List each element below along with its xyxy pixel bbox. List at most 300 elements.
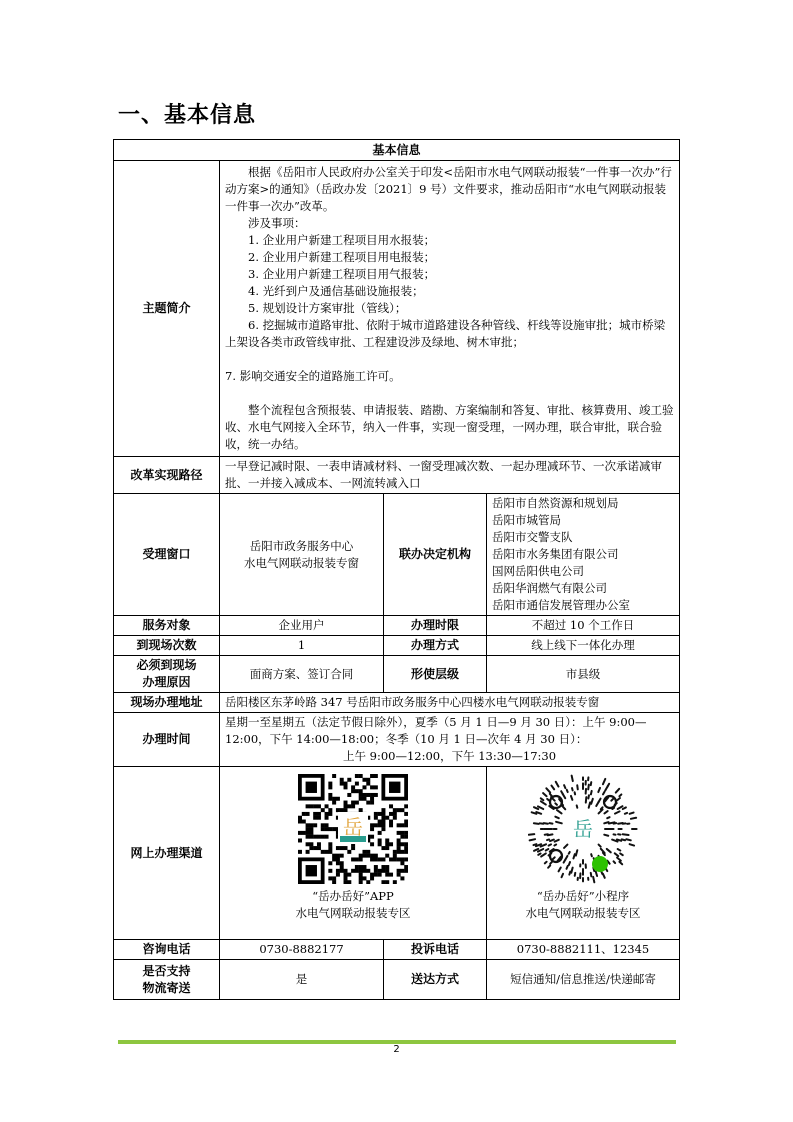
- qr-module: [404, 869, 408, 873]
- mini-logo-glyph: 岳: [573, 817, 593, 841]
- qr-module: [374, 812, 378, 816]
- qr-module: [306, 842, 310, 846]
- mini-code-ray: [615, 811, 620, 813]
- mini-code-ray: [545, 862, 547, 864]
- qr-module: [362, 785, 366, 789]
- qr-module: [404, 804, 408, 808]
- mini-code-ray: [548, 865, 550, 867]
- qr-module: [309, 827, 313, 831]
- mini-code-ray: [547, 799, 549, 800]
- qr-module: [362, 865, 366, 869]
- mini-code-ray: [549, 844, 551, 845]
- mini-code-ray: [591, 854, 592, 856]
- qr-module: [328, 846, 332, 850]
- mini-code-ray: [599, 845, 601, 847]
- qr-module: [351, 789, 355, 793]
- qr-module: [381, 880, 385, 884]
- mini-code-ray: [557, 810, 562, 813]
- qr-finder-inner: [306, 865, 317, 876]
- mini-code-ray: [546, 849, 549, 851]
- qr-module: [374, 857, 378, 861]
- qr-module: [306, 850, 310, 854]
- mini-code-ray: [591, 791, 592, 794]
- qr-module: [351, 846, 355, 850]
- qr-module: [374, 854, 378, 858]
- mini-code-eye: [604, 796, 616, 808]
- qr-module: [325, 816, 329, 820]
- mini-code-ray: [530, 839, 535, 840]
- qr-module: [309, 823, 313, 827]
- qr-module: [393, 812, 397, 816]
- hours-line1: 星期一至星期五（法定节假日除外），夏季（5 月 1 日—9 月 30 日）：上午 9:00—12:00，下午 14:00—18:00；冬季（10 月 1 日—次年 4 月 30 日）：: [225, 715, 647, 746]
- qr-module: [317, 835, 321, 839]
- qr-module: [370, 873, 374, 877]
- qr-module: [359, 797, 363, 801]
- qr-module: [328, 842, 332, 846]
- qr-module: [359, 793, 363, 797]
- qr-module: [321, 808, 325, 812]
- mini-code-ray: [571, 796, 572, 800]
- qr-module: [344, 801, 348, 805]
- mini-code-ray: [543, 793, 546, 796]
- qr-module: [332, 797, 336, 801]
- app-line1: “岳办岳好”APP: [312, 889, 394, 903]
- qr-module: [313, 823, 317, 827]
- qr-module: [366, 801, 370, 805]
- logistics-label-line2: 物流寄送: [142, 980, 191, 995]
- mini-code-ray: [551, 786, 554, 790]
- qr-module: [366, 854, 370, 858]
- qr-module: [385, 846, 389, 850]
- qr-module: [306, 804, 310, 808]
- qr-module: [313, 812, 317, 816]
- qr-module: [374, 865, 378, 869]
- mini-code-ray: [556, 782, 559, 787]
- qr-module: [381, 808, 385, 812]
- qr-module: [366, 850, 370, 854]
- qr-module: [328, 812, 332, 816]
- qr-module: [400, 869, 404, 873]
- qr-module: [370, 857, 374, 861]
- mini-code-ray: [617, 839, 621, 840]
- qr-module: [400, 831, 404, 835]
- qr-module: [309, 842, 313, 846]
- qr-module: [385, 842, 389, 846]
- qr-module: [404, 835, 408, 839]
- mini-code-ray: [617, 798, 620, 800]
- mini-code-ray: [555, 817, 558, 819]
- qr-module: [328, 876, 332, 880]
- qr-module: [397, 842, 401, 846]
- app-qr-code[interactable]: [298, 774, 408, 884]
- qr-module: [400, 823, 404, 827]
- qr-module: [306, 827, 310, 831]
- mini-code-ray: [619, 794, 621, 796]
- theme-para: 3. 企业用户新建工程项目用气报装；: [248, 267, 436, 281]
- mini-code-ray: [623, 834, 629, 835]
- mini-code-eye: [550, 796, 562, 808]
- qr-module: [344, 873, 348, 877]
- theme-item7: 7. 影响交通安全的道路施工许可。: [225, 369, 401, 383]
- qr-module: [347, 880, 351, 884]
- mini-code-ray: [569, 862, 570, 865]
- qr-module: [389, 873, 393, 877]
- qr-module: [389, 820, 393, 824]
- mini-code-ray: [556, 822, 562, 824]
- org-item: 岳阳市水务集团有限公司: [492, 547, 619, 561]
- qr-module: [389, 842, 393, 846]
- qr-module: [381, 865, 385, 869]
- qr-module: [328, 785, 332, 789]
- qr-module: [381, 869, 385, 873]
- qr-module: [317, 846, 321, 850]
- qr-module: [397, 869, 401, 873]
- mini-code-ray: [564, 860, 566, 863]
- hours-value: [220, 713, 680, 767]
- mini-code-ray: [534, 807, 538, 809]
- theme-para: 涉及事项：: [248, 216, 306, 230]
- mini-code-ray: [538, 854, 540, 855]
- mini-code-ray: [599, 799, 601, 803]
- theme-para: 1. 企业用户新建工程项目用水报装；: [248, 233, 436, 247]
- qr-module: [362, 869, 366, 873]
- delivery-label: 送达方式: [384, 960, 487, 1000]
- qr-module: [370, 876, 374, 880]
- qr-module: [374, 793, 378, 797]
- qr-module: [344, 782, 348, 786]
- mini-code-ray: [591, 782, 592, 785]
- qr-module: [306, 831, 310, 835]
- qr-module: [328, 827, 332, 831]
- window-label: 受理窗口: [114, 494, 220, 616]
- mini-code-ray: [608, 784, 610, 787]
- qr-module: [359, 774, 363, 778]
- consult-value: 0730-8882177: [220, 940, 384, 960]
- qr-module: [328, 782, 332, 786]
- qr-module: [332, 880, 336, 884]
- qr-module: [317, 804, 321, 808]
- qr-module: [325, 850, 329, 854]
- org-label: 联办决定机构: [384, 494, 487, 616]
- qr-module: [332, 854, 336, 858]
- qr-module: [359, 865, 363, 869]
- qr-module: [389, 857, 393, 861]
- qr-module: [325, 835, 329, 839]
- qr-module: [370, 801, 374, 805]
- qr-module: [321, 823, 325, 827]
- qr-module: [359, 876, 363, 880]
- qr-module: [374, 869, 378, 873]
- online-label: 网上办理渠道: [114, 767, 220, 940]
- qr-module: [355, 869, 359, 873]
- basic-info-table: [113, 139, 680, 1000]
- mini-code-ray: [573, 854, 574, 858]
- qr-module: [309, 846, 313, 850]
- mini-code-ray: [561, 791, 563, 794]
- qr-module: [306, 823, 310, 827]
- page-number: 2: [393, 1044, 400, 1055]
- theme-label: 主题简介: [114, 161, 220, 457]
- qr-module: [397, 857, 401, 861]
- mini-code-ray: [618, 806, 623, 809]
- qr-module: [381, 823, 385, 827]
- org-item: 岳阳市通信发展管理办公室: [492, 598, 630, 612]
- time-limit-value: 不超过 10 个工作日: [487, 616, 680, 636]
- qr-module: [393, 857, 397, 861]
- qr-module: [362, 850, 366, 854]
- qr-module: [381, 816, 385, 820]
- qr-module: [336, 861, 340, 865]
- qr-module: [347, 850, 351, 854]
- qr-module: [325, 812, 329, 816]
- qr-module: [340, 778, 344, 782]
- qr-module: [370, 835, 374, 839]
- mini-code-ray: [604, 835, 608, 836]
- qr-module: [344, 804, 348, 808]
- qr-module: [400, 857, 404, 861]
- qr-module: [404, 823, 408, 827]
- mini-code-ray: [623, 807, 626, 809]
- theme-para: 根据《岳阳市人民政府办公室关于印发<岳阳市水电气网联动报装“一件事一次办”行动方案>的通知》（岳政办发〔2021〕9 号）文件要求，推动岳阳市“水电气网联动报装一件事一次办”改革。: [225, 165, 672, 213]
- qr-module: [385, 865, 389, 869]
- qr-logo-glyph: 岳: [343, 815, 363, 839]
- qr-module: [370, 827, 374, 831]
- qr-module: [321, 835, 325, 839]
- mini-code-ray: [572, 788, 573, 790]
- mini-code-ray: [577, 805, 578, 807]
- qr-module: [404, 857, 408, 861]
- qr-module: [340, 869, 344, 873]
- qr-module: [366, 778, 370, 782]
- complain-label: 投诉电话: [384, 940, 487, 960]
- qr-module: [370, 797, 374, 801]
- mini-code-ray: [564, 845, 567, 848]
- qr-module: [400, 861, 404, 865]
- qr-module: [328, 793, 332, 797]
- logistics-label: [114, 960, 220, 1000]
- qr-module: [317, 842, 321, 846]
- mini-code-ray: [567, 866, 568, 869]
- qr-module: [359, 857, 363, 861]
- qr-module: [366, 782, 370, 786]
- mini-code-ray: [571, 868, 572, 873]
- qr-module: [400, 876, 404, 880]
- qr-module: [344, 846, 348, 850]
- qr-module: [393, 816, 397, 820]
- qr-module: [362, 793, 366, 797]
- mini-code-ray: [546, 788, 550, 792]
- reason-label-line2: 办理原因: [142, 675, 191, 689]
- mini-code-ray: [598, 788, 600, 792]
- qr-finder-inner: [389, 782, 400, 793]
- qr-module: [359, 854, 363, 858]
- app-line2: 水电气网联动报装专区: [295, 906, 411, 920]
- qr-module: [347, 804, 351, 808]
- mini-code-ray: [589, 802, 590, 807]
- qr-module: [355, 865, 359, 869]
- org-item: 岳阳市自然资源和规划局: [492, 496, 619, 510]
- qr-module: [378, 857, 382, 861]
- qr-module: [374, 816, 378, 820]
- mini-line2: 水电气网联动报装专区: [525, 906, 641, 920]
- qr-module: [385, 880, 389, 884]
- delivery-value: 短信通知/信息推送/快递邮寄: [487, 960, 680, 1000]
- mini-code-ray: [614, 861, 616, 863]
- mini-code-ray: [534, 823, 539, 824]
- qr-module: [400, 850, 404, 854]
- qr-module: [381, 846, 385, 850]
- mini-code-ray: [544, 823, 548, 824]
- mini-code-ray: [553, 857, 555, 859]
- qr-module: [370, 842, 374, 846]
- mini-code-ray: [617, 858, 621, 861]
- mini-code-ray: [541, 853, 546, 856]
- qr-module: [385, 873, 389, 877]
- qr-module: [328, 850, 332, 854]
- qr-module: [355, 774, 359, 778]
- qr-module: [378, 831, 382, 835]
- mini-code-ray: [533, 844, 536, 845]
- mini-code-ray: [534, 849, 538, 851]
- org-list: [487, 494, 680, 616]
- reason-value: 面商方案、签订合同: [220, 656, 384, 693]
- mode-value: 线上线下一体化办理: [487, 636, 680, 656]
- qr-module: [362, 854, 366, 858]
- qr-module: [404, 850, 408, 854]
- qr-module: [400, 808, 404, 812]
- qr-module: [344, 869, 348, 873]
- qr-module: [351, 869, 355, 873]
- qr-module: [393, 808, 397, 812]
- qr-module: [374, 785, 378, 789]
- mini-code-ray: [569, 852, 570, 854]
- qr-module: [325, 823, 329, 827]
- mini-code-ray: [572, 776, 573, 781]
- mini-code-ray: [555, 840, 559, 842]
- qr-module: [400, 842, 404, 846]
- qr-module: [309, 831, 313, 835]
- mini-code-ray: [630, 813, 634, 814]
- qr-module: [340, 782, 344, 786]
- visits-value: 1: [220, 636, 384, 656]
- mini-code-ray: [607, 817, 609, 818]
- qr-module: [366, 793, 370, 797]
- qr-module: [313, 835, 317, 839]
- qr-module: [359, 869, 363, 873]
- qr-module: [370, 793, 374, 797]
- mini-code-ray: [603, 779, 605, 784]
- mini-code-ray: [567, 790, 568, 792]
- window-value: [220, 494, 384, 616]
- qr-module: [378, 820, 382, 824]
- qr-module: [370, 774, 374, 778]
- qr-module: [370, 785, 374, 789]
- mini-code-ray: [547, 839, 549, 840]
- qr-module: [404, 812, 408, 816]
- qr-module: [404, 820, 408, 824]
- qr-module: [340, 861, 344, 865]
- mini-code-ray: [588, 785, 589, 790]
- mini-program-code[interactable]: [528, 774, 638, 884]
- reason-label: [114, 656, 220, 693]
- mini-code-ray: [620, 853, 623, 855]
- window-line2: 水电气网联动报装专窗: [244, 555, 359, 570]
- qr-module: [298, 831, 302, 835]
- qr-module: [359, 808, 363, 812]
- qr-module: [389, 804, 393, 808]
- qr-module: [336, 854, 340, 858]
- qr-module: [359, 880, 363, 884]
- qr-module: [374, 873, 378, 877]
- consult-label: 咨询电话: [114, 940, 220, 960]
- qr-module: [374, 823, 378, 827]
- qr-module: [378, 869, 382, 873]
- qr-module: [397, 823, 401, 827]
- qr-module: [344, 880, 348, 884]
- qr-module: [344, 808, 348, 812]
- wechat-mini-badge-icon: [592, 856, 608, 872]
- qr-module: [404, 842, 408, 846]
- qr-module: [385, 854, 389, 858]
- qr-module: [381, 857, 385, 861]
- qr-module: [378, 842, 382, 846]
- mini-code-ray: [631, 818, 636, 819]
- logistics-value: 是: [220, 960, 384, 1000]
- mini-code-ray: [618, 849, 621, 851]
- org-item: 岳阳华润燃气有限公司: [492, 581, 607, 595]
- qr-module: [378, 873, 382, 877]
- mini-code-ray: [541, 801, 546, 804]
- address-label: 现场办理地址: [114, 693, 220, 713]
- qr-module: [378, 812, 382, 816]
- time-limit-label: 办理时限: [384, 616, 487, 636]
- mini-code-ray: [588, 795, 589, 798]
- qr-module: [306, 812, 310, 816]
- qr-module: [332, 827, 336, 831]
- qr-module: [362, 778, 366, 782]
- mini-code-ray: [529, 834, 535, 835]
- app-channel: [220, 767, 487, 940]
- qr-module: [344, 785, 348, 789]
- qr-module: [313, 846, 317, 850]
- qr-module: [397, 831, 401, 835]
- qr-module: [298, 816, 302, 820]
- qr-module: [393, 854, 397, 858]
- mini-code-ray: [550, 823, 553, 824]
- mode-label: 办理方式: [384, 636, 487, 656]
- qr-module: [400, 835, 404, 839]
- mini-code-ray: [593, 877, 594, 882]
- mini-code-ray: [576, 850, 577, 855]
- qr-module: [317, 812, 321, 816]
- qr-module: [328, 869, 332, 873]
- qr-module: [404, 846, 408, 850]
- theme-summary: 整个流程包含预报装、申请报装、踏勘、方案编制和答复、审批、核算费用、竣工验收、水电气网接入全环节，纳入一件事，实现一窗受理，一网办理，联合审批，联合验收，统一办结。: [225, 403, 674, 451]
- level-value: 市县级: [487, 656, 680, 693]
- qr-module: [381, 812, 385, 816]
- qr-module: [389, 812, 393, 816]
- qr-finder-inner: [306, 782, 317, 793]
- qr-module: [340, 865, 344, 869]
- qr-module: [397, 873, 401, 877]
- qr-module: [359, 873, 363, 877]
- theme-para: 2. 企业用户新建工程项目用电报装；: [248, 250, 436, 264]
- qr-module: [355, 857, 359, 861]
- theme-content: [220, 161, 680, 457]
- qr-module: [378, 823, 382, 827]
- qr-module: [351, 801, 355, 805]
- mini-code-ray: [622, 839, 625, 840]
